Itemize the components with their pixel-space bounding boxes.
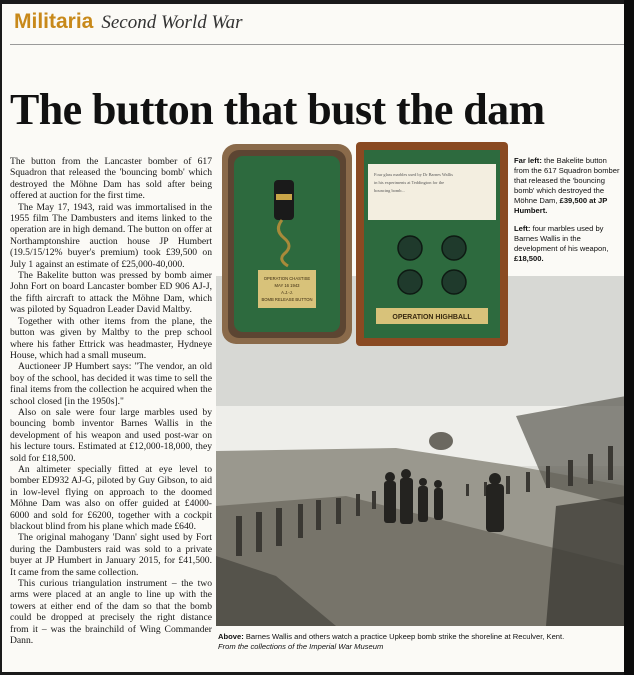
section-subtitle: Second World War: [101, 12, 243, 33]
caption-far-left: [514, 156, 624, 216]
paragraph: The original mahogany 'Dann' sight used by Fort during the Dambusters raid was sold to a private buyer at JP Humbert in January 2015, for £41,500. It came from the same collection.: [10, 532, 212, 578]
caption-text: the Bakelite button from the 617 Squadron bomber that released the 'bouncing bomb' which destroyed the Möhne Dam,: [514, 156, 620, 205]
section-kicker: Militaria: [14, 10, 94, 33]
note-line: Four glass marbles used by Dr Barnes Wallis: [374, 172, 453, 177]
caption-label: Left:: [514, 224, 531, 233]
plaque-line: OPERATION CHASTISE: [263, 276, 311, 281]
marbles-case-photo: [356, 142, 508, 346]
paragraph: Also on sale were four large marbles used by bouncing bomb inventor Barnes Wallis in the development of his weapon and used post-war on his lecture tours. Estimated at £12,000-18,000, they sold for £18,500.: [10, 406, 212, 464]
caption-label: Above:: [218, 632, 244, 641]
side-captions: [514, 156, 624, 272]
header-rule: [10, 44, 624, 45]
newspaper-page: [2, 4, 624, 672]
caption-credit: From the collections of the Imperial War Museum: [218, 642, 384, 651]
caption-left: [514, 224, 624, 264]
plaque-line: A.J.-J.: [281, 290, 293, 295]
plaque-line: MAY 16 1943: [274, 283, 300, 288]
caption-price: £18,500.: [514, 254, 544, 263]
paragraph: The button from the Lancaster bomber of 617 Squadron that released the 'bouncing bomb' which destroyed the Möhne Dam has sold after being offered at auction for the first time.: [10, 156, 212, 202]
paragraph: This curious triangulation instrument – the two arms were placed at an angle to line up with the towers at either end of the dam so that the bomb could be dropped at precisely the right distance from it – was the brainchild of Wing Commander Dann.: [10, 578, 212, 647]
note-line: in his experiments at Teddington for the: [374, 180, 445, 185]
paragraph: Together with other items from the plane, the button was given by Maltby to the prep school where his father Ettrick was headmaster, Hydneye House, which had a small museum.: [10, 315, 212, 361]
paragraph: An altimeter specially fitted at eye level to bomber ED932 AJ-G, piloted by Guy Gibson, to aid in low-level flying on approach to the doomed Möhne Dam was also on offer guided at £4000-6000 and sold for £6200, together with a cockpit blackout blind from his plane which made £640.: [10, 463, 212, 532]
caption-text: four marbles used by Barnes Wallis in the development of his weapon,: [514, 224, 609, 253]
page-edge-shadow: [624, 0, 634, 675]
caption-label: Far left:: [514, 156, 542, 165]
caption-price: £39,500 at JP Humbert.: [514, 196, 608, 215]
plaque-line: BOMB RELEASE BUTTON: [261, 297, 313, 302]
caption-text: Barnes Wallis and others watch a practice Upkeep bomb strike the shoreline at Reculver, Kent.: [243, 632, 565, 641]
note-line: bouncing bomb...: [374, 188, 405, 193]
section-header: [14, 10, 242, 34]
photo-caption: [218, 632, 620, 652]
paragraph: The Bakelite button was pressed by bomb aimer John Fort on board Lancaster bomber ED 906 AJ-J, the fifth aircraft to attack the Möhne Dam, which was piloted by Squadron Leader David Maltby.: [10, 270, 212, 316]
paragraph: Auctioneer JP Humbert says: "The vendor, an old boy of the school, has decided it was time to sell the final items from the collection he acquired when the school closed [in the 1950s].": [10, 361, 212, 407]
highball-plaque: OPERATION HIGHBALL: [392, 314, 472, 321]
headline: The button that bust the dam: [10, 85, 545, 134]
paragraph: The May 17, 1943, raid was immortalised in the 1955 film The Dambusters and items linked to the operation are in high demand. The button on offer at Northamptonshire auction house JP Humbert (19.5/15/12% buyer's premium) took £39,500 on July 1 against an estimate of £25,000-40,000.: [10, 201, 212, 270]
bomb-release-button-photo: [222, 144, 352, 344]
article-body: [10, 156, 212, 646]
